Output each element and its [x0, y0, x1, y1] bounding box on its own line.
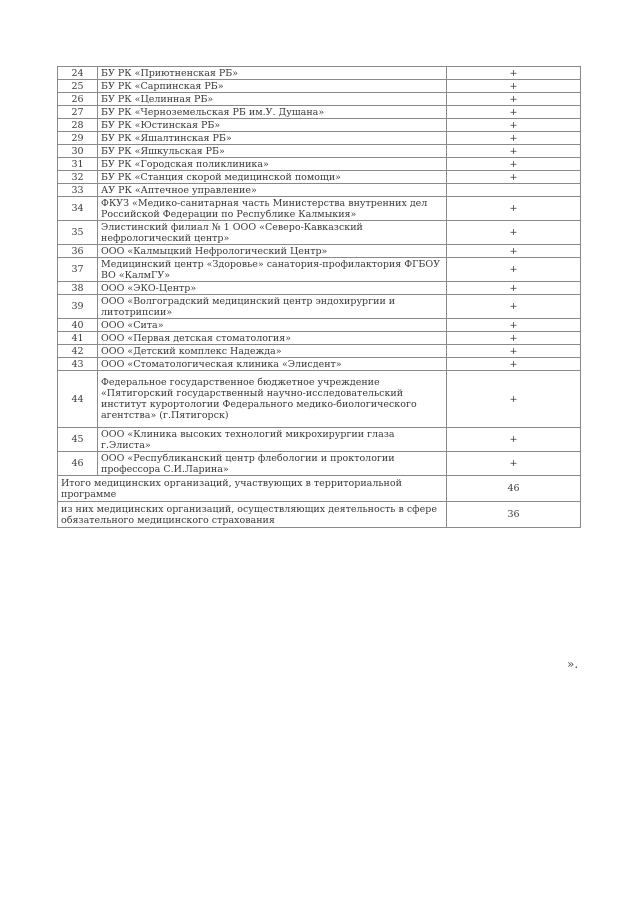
row-number: 44 [58, 371, 98, 428]
table-row [58, 145, 581, 158]
table-row [58, 221, 581, 245]
organization-name: ООО «ЭКО-Центр» [98, 282, 447, 295]
organization-name: БУ РК «Черноземельская РБ им.У. Душана» [98, 106, 447, 119]
row-number: 39 [58, 295, 98, 319]
summary-row-total [58, 476, 581, 502]
organization-name: ООО «Стоматологическая клиника «Элисдент» [98, 358, 447, 371]
table-row [58, 282, 581, 295]
oms-participation-mark: + [447, 197, 581, 221]
summary-row-oms [58, 502, 581, 528]
row-number: 31 [58, 158, 98, 171]
oms-participation-mark: + [447, 93, 581, 106]
row-number: 35 [58, 221, 98, 245]
summary-value: 36 [447, 502, 581, 528]
oms-participation-mark: + [447, 119, 581, 132]
oms-participation-mark: + [447, 332, 581, 345]
row-number: 43 [58, 358, 98, 371]
organization-name: Федеральное государственное бюджетное учреждение «Пятигорский государственный научно-исследовательский институт курортологии Федерального медико-биологического агентства» (г.Пятигорск) [98, 371, 447, 428]
organization-name: Медицинский центр «Здоровье» санатория-профилактория ФГБОУ ВО «КалмГУ» [98, 258, 447, 282]
organization-name: ООО «Детский комплекс Надежда» [98, 345, 447, 358]
table-row [58, 245, 581, 258]
oms-participation-mark: + [447, 67, 581, 80]
row-number: 25 [58, 80, 98, 93]
table-row [58, 67, 581, 80]
organization-name: БУ РК «Городская поликлиника» [98, 158, 447, 171]
organization-name: ООО «Первая детская стоматология» [98, 332, 447, 345]
oms-participation-mark: + [447, 171, 581, 184]
organization-name: БУ РК «Яшалтинская РБ» [98, 132, 447, 145]
table-row [58, 106, 581, 119]
medical-organizations-table [57, 66, 581, 528]
row-number: 30 [58, 145, 98, 158]
organization-name: ООО «Калмыцкий Нефрологический Центр» [98, 245, 447, 258]
organizations-table-wrapper [57, 66, 580, 528]
row-number: 45 [58, 428, 98, 452]
organization-name: БУ РК «Целинная РБ» [98, 93, 447, 106]
oms-participation-mark: + [447, 245, 581, 258]
table-row [58, 119, 581, 132]
row-number: 37 [58, 258, 98, 282]
oms-participation-mark [447, 184, 581, 197]
row-number: 38 [58, 282, 98, 295]
oms-participation-mark: + [447, 158, 581, 171]
row-number: 36 [58, 245, 98, 258]
row-number: 24 [58, 67, 98, 80]
row-number: 27 [58, 106, 98, 119]
organization-name: АУ РК «Аптечное управление» [98, 184, 447, 197]
table-row [58, 428, 581, 452]
table-row [58, 358, 581, 371]
oms-participation-mark: + [447, 221, 581, 245]
oms-participation-mark: + [447, 371, 581, 428]
row-number: 32 [58, 171, 98, 184]
row-number: 40 [58, 319, 98, 332]
oms-participation-mark: + [447, 295, 581, 319]
organization-name: Элистинский филиал № 1 ООО «Северо-Кавказский нефрологический центр» [98, 221, 447, 245]
summary-label: из них медицинских организаций, осуществляющих деятельность в сфере обязательного медицинского страхования [58, 502, 447, 528]
table-row [58, 184, 581, 197]
table-row [58, 345, 581, 358]
row-number: 46 [58, 452, 98, 476]
table-row [58, 371, 581, 428]
organization-name: БУ РК «Яшкульская РБ» [98, 145, 447, 158]
oms-participation-mark: + [447, 428, 581, 452]
table-row [58, 332, 581, 345]
oms-participation-mark: + [447, 145, 581, 158]
table-row [58, 80, 581, 93]
organization-name: БУ РК «Приютненская РБ» [98, 67, 447, 80]
oms-participation-mark: + [447, 258, 581, 282]
table-row [58, 158, 581, 171]
oms-participation-mark: + [447, 452, 581, 476]
table-row [58, 258, 581, 282]
oms-participation-mark: + [447, 319, 581, 332]
row-number: 26 [58, 93, 98, 106]
table-row [58, 171, 581, 184]
oms-participation-mark: + [447, 282, 581, 295]
closing-quote-mark: ». [567, 657, 579, 671]
row-number: 29 [58, 132, 98, 145]
row-number: 41 [58, 332, 98, 345]
table-row [58, 132, 581, 145]
row-number: 42 [58, 345, 98, 358]
table-row [58, 452, 581, 476]
table-row [58, 295, 581, 319]
table-row [58, 93, 581, 106]
organization-name: БУ РК «Сарпинская РБ» [98, 80, 447, 93]
organization-name: ООО «Сита» [98, 319, 447, 332]
table-row [58, 319, 581, 332]
table-row [58, 197, 581, 221]
oms-participation-mark: + [447, 106, 581, 119]
organization-name: БУ РК «Станция скорой медицинской помощи» [98, 171, 447, 184]
oms-participation-mark: + [447, 132, 581, 145]
row-number: 28 [58, 119, 98, 132]
organization-name: БУ РК «Юстинская РБ» [98, 119, 447, 132]
row-number: 33 [58, 184, 98, 197]
summary-label: Итого медицинских организаций, участвующих в территориальной программе [58, 476, 447, 502]
organization-name: ФКУЗ «Медико-санитарная часть Министерства внутренних дел Российской Федерации по Республике Калмыкия» [98, 197, 447, 221]
summary-value: 46 [447, 476, 581, 502]
organization-name: ООО «Республиканский центр флебологии и проктологии профессора С.И.Ларина» [98, 452, 447, 476]
oms-participation-mark: + [447, 358, 581, 371]
oms-participation-mark: + [447, 80, 581, 93]
oms-participation-mark: + [447, 345, 581, 358]
organization-name: ООО «Волгоградский медицинский центр эндохирургии и литотрипсии» [98, 295, 447, 319]
row-number: 34 [58, 197, 98, 221]
organization-name: ООО «Клиника высоких технологий микрохирургии глаза г.Элиста» [98, 428, 447, 452]
